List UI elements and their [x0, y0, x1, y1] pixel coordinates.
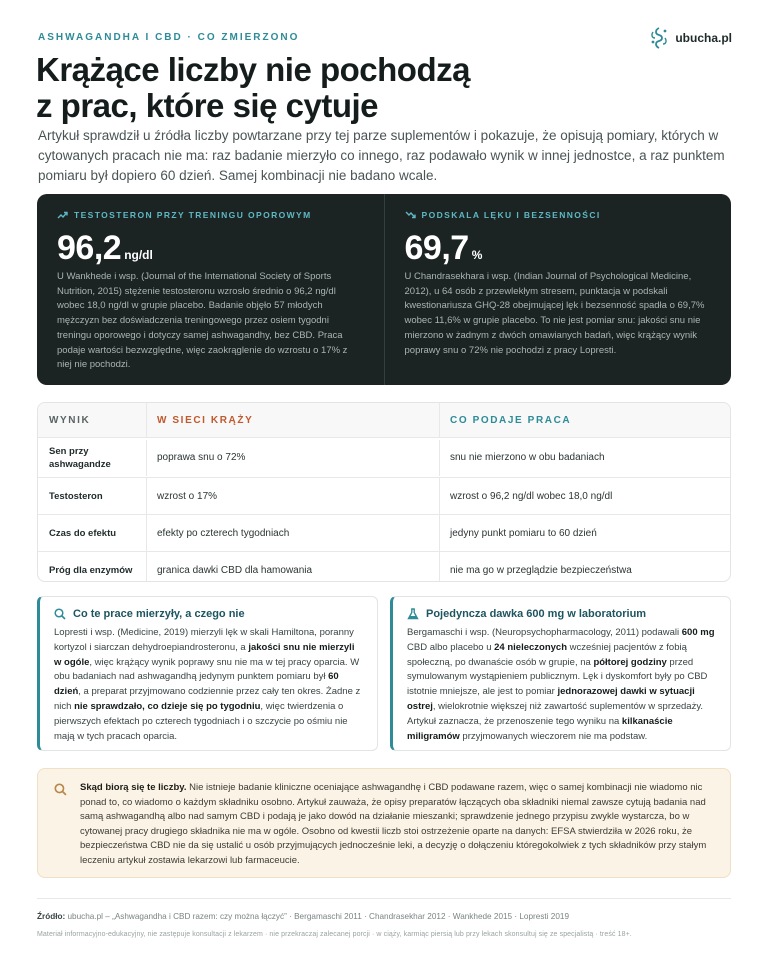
- header-result: WYNIK: [49, 414, 91, 426]
- trend-down-icon: [405, 211, 416, 219]
- search-icon: [54, 783, 67, 796]
- row-paper: snu nie mierzono w obu badaniach: [439, 440, 730, 476]
- row-paper: jedyny punkt pomiaru to 60 dzień: [439, 515, 730, 551]
- stat-unit: ng/dl: [124, 248, 153, 262]
- header-paper: CO PODAJE PRACA: [439, 403, 730, 437]
- card-what-was-measured: [37, 596, 378, 751]
- stat-description: U Chandrasekhara i wsp. (Indian Journal of Psychological Medicine, 2012), u 64 osób z przewlekłym stresem, punktacja w podskali kwestionariusza GHQ-28 obejmującej lęk i bezsenność spadła o 69,7% wobec 11,6% w grupie placebo. To nie jest pomiar snu: jakości snu nie mierzono w żadnym z dwóch omawianych badań, więc krążący wynik poprawy snu o 72% nie pochodzi z pracy Lopresti.: [404, 271, 705, 356]
- card-title: [407, 608, 716, 620]
- flask-icon: [407, 608, 419, 620]
- stat-label: [405, 210, 712, 220]
- stat-anxiety-insomnia: [384, 194, 732, 385]
- stat-label-text: TESTOSTERON PRZY TRENINGU OPOROWYM: [74, 210, 312, 220]
- kombucha-logo-icon: [649, 26, 669, 50]
- row-result: Sen przy ashwagandze: [49, 445, 111, 470]
- source-note: [37, 768, 731, 878]
- stat-testosterone: [37, 194, 384, 385]
- row-result: Próg dla enzymów: [49, 564, 133, 576]
- page-title-line-1: Krążące liczby nie pochodzą: [36, 51, 470, 88]
- row-web-claim: granica dawki CBD dla hamowania: [146, 552, 439, 582]
- kicker: ASHWAGANDHA I CBD · CO ZMIERZONO: [38, 32, 300, 43]
- card-body: Lopresti i wsp. (Medicine, 2019) mierzyli lęk w skali Hamiltona, poranny kortyzol i siarczan dehydroepiandrosteronu, a jakości snu nie mierzyli w ogóle, więc krążący wynik poprawy snu nie ma w tej pracy oparcia. W obu badaniach nad ashwagandhą jedynym punktem pomiaru był 60 dzień, a preparat przyjmowano codziennie przez cały ten okres. Żadne z nich nie sprawdzało, co dzieje się po tygodniu, więc twierdzenia o pierwszych efektach po czterech tygodniach i o szczycie po ośmiu nie mają w tych pracach oparcia.: [54, 627, 361, 742]
- header-web-claim: W SIECI KRĄŻY: [146, 403, 439, 437]
- page-title-line-2: z prac, które się cytuje: [36, 87, 378, 124]
- stat-number: 96,2: [57, 229, 122, 267]
- divider: [37, 898, 731, 899]
- table-row: [38, 437, 730, 477]
- row-paper: nie ma go w przeglądzie bezpieczeństwa: [439, 552, 730, 582]
- row-web-claim: poprawa snu o 72%: [146, 440, 439, 476]
- row-result: Czas do efektu: [49, 527, 117, 539]
- stat-label-text: PODSKALA LĘKU I BEZSENNOŚCI: [421, 210, 601, 220]
- row-paper: wzrost o 96,2 ng/dl wobec 18,0 ng/dl: [439, 478, 730, 514]
- logo[interactable]: [649, 26, 732, 50]
- disclaimer: Materiał informacyjno-edukacyjny, nie zastępuje konsultacji z lekarzem · nie przekraczaj zalecanej porcji · w ciąży, karmiąc piersią lub przy lekach skonsultuj się ze specjalistą · treść 18+.: [37, 931, 632, 938]
- comparison-table: [37, 402, 731, 582]
- lead-paragraph: Artykuł sprawdził u źródła liczby powtarzane przy tej parze suplementów i pokazuje, że opisują pomiary, których w cytowanych pracach nie ma: raz badanie mierzyło co innego, raz podawało wynik w innej jednostce, a raz punktem pomiaru był dopiero 60 dzień. Samej kombinacji nie badano wcale.: [38, 128, 725, 183]
- note-body: Skąd biorą się te liczby. Nie istnieje badanie kliniczne oceniające ashwagandhę i CBD podawane razem, więc o samej kombinacji nie wiadomo nic ponad to, co wiadomo o każdym składniku osobno. Artykuł zauważa, że opisy preparatów łączących oba składniki niemal zawsze cytują badania nad samą ashwagandhą albo nad samym CBD i podają je jako dowód na działanie mieszanki; sprawdzenie jednego przypisu zwykle wystarcza, bo w cytowanej pracy drugiego składnika nie ma w ogóle. Osobno od kwestii liczb stoi ostrzeżenie oparte na danych: EFSA stwierdziła w 2026 roku, że bezpieczeństwa CBD nie da się ustalić u osób przyjmujących jednocześnie leki, a decyzję o dołączeniu któregokolwiek z tych składników przy stałym leczeniu artykuł zostawia lekarzowi lub farmaceucie.: [80, 782, 707, 866]
- stat-label: [57, 210, 364, 220]
- table-header-row: [38, 403, 730, 437]
- row-result: Testosteron: [49, 490, 103, 502]
- stat-unit: %: [471, 248, 483, 262]
- card-title-text: Co te prace mierzyły, a czego nie: [73, 608, 245, 620]
- source-line: Źródło: ubucha.pl – „Ashwagandha i CBD razem: czy można łączyć” · Bergamaschi 2011 · Chandrasekhar 2012 · Wankhede 2015 · Lopresti 2019: [37, 912, 569, 921]
- row-web-claim: efekty po czterech tygodniach: [146, 515, 439, 551]
- card-title: [54, 608, 363, 620]
- trend-up-icon: [57, 211, 68, 219]
- search-icon: [54, 608, 66, 620]
- stat-value: [405, 229, 712, 267]
- table-row: [38, 551, 730, 582]
- card-title-text: Pojedyncza dawka 600 mg w laboratorium: [426, 608, 647, 620]
- stat-value: [57, 229, 364, 267]
- row-web-claim: wzrost o 17%: [146, 478, 439, 514]
- table-row: [38, 514, 730, 551]
- stats-panel: [37, 194, 731, 385]
- stat-description: U Wankhede i wsp. (Journal of the International Society of Sports Nutrition, 2015) stężenie testosteronu wzrosło średnio o 96,2 ng/dl wobec 18,0 ng/dl w grupie placebo. Badanie objęło 57 młodych mężczyzn bez doświadczenia treningowego przez osiem tygodni treningu oporowego i dotyczy samej ashwagandhy, bez CBD. Praca podaje wartości bezwzględne, więc zaokrąglenie do wzrostu o 17% z niej nie pochodzi.: [57, 271, 348, 371]
- table-row: [38, 477, 730, 514]
- card-single-dose: [390, 596, 731, 751]
- stat-number: 69,7: [404, 229, 469, 267]
- card-body: Bergamaschi i wsp. (Neuropsychopharmacology, 2011) podawali 600 mg CBD albo placebo u 24 nieleczonych wcześniej pacjentów z fobią społeczną, po dwanaście osób w grupie, na półtorej godziny przed symulowanym wystąpieniem publicznym. Lęk i dyskomfort były po CBD istotnie mniejsze, ale jest to pomiar jednorazowej dawki w sytuacji ostrej, wielokrotnie większej niż zawartość suplementów w sprzedaży. Artykuł zaznacza, że przenoszenie tego wyniku na kilkanaście miligramów przyjmowanych wieczorem nie ma podstaw.: [407, 627, 715, 742]
- logo-text: ubucha.pl: [675, 31, 732, 45]
- page-title: [36, 52, 596, 124]
- note-lead: Skąd biorą się te liczby.: [80, 782, 187, 793]
